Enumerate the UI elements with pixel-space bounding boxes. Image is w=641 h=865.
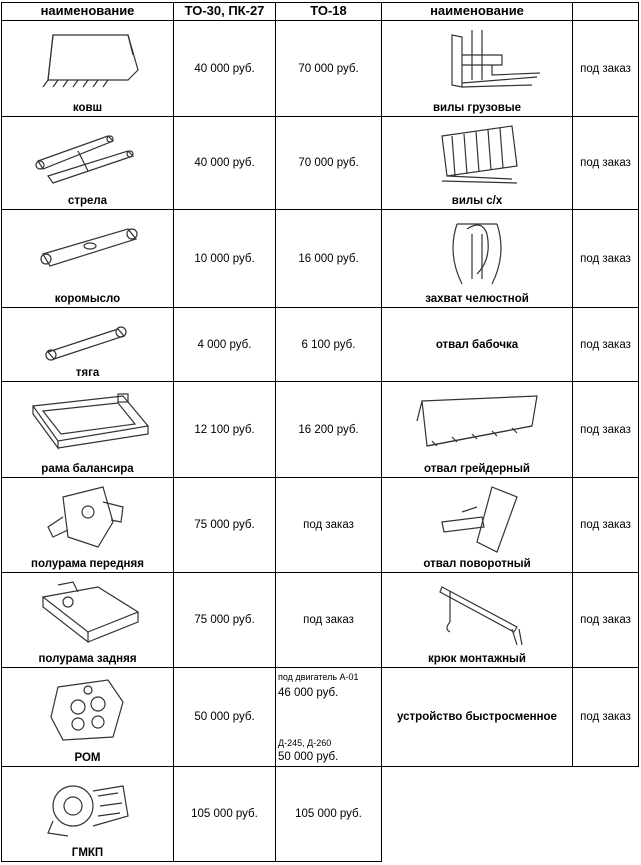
item-name-butterfly-blade: отвал бабочка xyxy=(435,338,519,351)
engine-d245-price: 50 000 руб. xyxy=(278,751,339,763)
engine-d245-label: Д-245, Д-260 xyxy=(278,738,332,748)
item-cell-rocker xyxy=(1,209,174,308)
item-cell-link-rod xyxy=(1,307,174,382)
item-cell-pallet-fork xyxy=(381,20,573,117)
item-name-pallet-fork: вилы грузовые xyxy=(432,102,522,114)
header-name-right: наименование xyxy=(381,2,573,21)
price-jaw-grab: под заказ xyxy=(572,209,639,308)
item-cell-jaw-grab xyxy=(381,209,573,308)
item-name-jaw-grab: захват челюстной xyxy=(425,293,529,305)
item-name-balancer-frame: рама балансира xyxy=(41,463,134,475)
item-name-link-rod: тяга xyxy=(75,367,100,379)
item-cell-agri-fork xyxy=(381,116,573,210)
agri-fork-icon xyxy=(422,121,532,191)
price-to18-link-rod: 6 100 руб. xyxy=(275,307,382,382)
price-to30-bucket: 40 000 руб. xyxy=(173,20,276,117)
pallet-fork-icon xyxy=(412,25,542,95)
transmission-icon xyxy=(38,771,138,841)
engine-a01-price: 46 000 руб. xyxy=(278,687,339,699)
item-cell-butterfly-blade xyxy=(381,307,573,382)
boom-icon xyxy=(18,121,158,191)
bucket-icon xyxy=(33,25,143,95)
price-to18-front-half-frame: под заказ xyxy=(275,477,382,573)
item-cell-rear-half-frame xyxy=(1,572,174,668)
price-swivel-blade: под заказ xyxy=(572,477,639,573)
item-name-rear-half-frame: полурама задняя xyxy=(38,653,137,665)
item-name-bucket: ковш xyxy=(72,102,103,114)
header-to18: ТО-18 xyxy=(275,2,382,21)
item-name-rocker: коромысло xyxy=(54,293,121,305)
item-cell-swivel-blade xyxy=(381,477,573,573)
header-name-left: наименование xyxy=(1,2,174,21)
price-to18-bucket: 70 000 руб. xyxy=(275,20,382,117)
item-name-mounting-hook: крюк монтажный xyxy=(428,653,526,665)
swivel-blade-icon xyxy=(422,482,532,554)
price-to30-front-half-frame: 75 000 руб. xyxy=(173,477,276,573)
header-empty xyxy=(572,2,639,21)
price-to30-rocker: 10 000 руб. xyxy=(173,209,276,308)
price-to30-rear-half-frame: 75 000 руб. xyxy=(173,572,276,668)
price-mounting-hook: под заказ xyxy=(572,572,639,668)
item-cell-grader-blade xyxy=(381,381,573,478)
front-half-frame-icon xyxy=(43,482,133,552)
price-to30-transmission: 105 000 руб. xyxy=(173,766,276,862)
mounting-hook-icon xyxy=(422,577,532,649)
item-name-grader-blade: отвал грейдерный xyxy=(423,463,531,475)
price-to30-balancer-frame: 12 100 руб. xyxy=(173,381,276,478)
item-name-boom: стрела xyxy=(67,195,108,207)
item-name-gearbox: РОМ xyxy=(74,752,101,764)
item-name-quick-coupler: устройство быстросменное xyxy=(397,711,557,723)
rear-half-frame-icon xyxy=(28,577,148,647)
price-quick-coupler: под заказ xyxy=(572,667,639,767)
item-cell-front-half-frame xyxy=(1,477,174,573)
price-butterfly-blade: под заказ xyxy=(572,307,639,382)
price-to18-balancer-frame: 16 200 руб. xyxy=(275,381,382,478)
item-name-agri-fork: вилы с/х xyxy=(451,195,503,207)
price-pallet-fork: под заказ xyxy=(572,20,639,117)
price-to18-rear-half-frame: под заказ xyxy=(275,572,382,668)
item-cell-balancer-frame xyxy=(1,381,174,478)
price-to18-gearbox-notes xyxy=(275,667,382,767)
link-rod-icon xyxy=(38,314,138,364)
item-cell-gearbox xyxy=(1,667,174,767)
balancer-frame-icon xyxy=(23,386,153,456)
item-cell-bucket xyxy=(1,20,174,117)
price-to30-gearbox: 50 000 руб. xyxy=(173,667,276,767)
price-to30-boom: 40 000 руб. xyxy=(173,116,276,210)
item-name-transmission: ГМКП xyxy=(71,847,104,859)
jaw-grab-icon xyxy=(427,214,527,288)
price-agri-fork: под заказ xyxy=(572,116,639,210)
rocker-icon xyxy=(28,214,148,284)
item-cell-boom xyxy=(1,116,174,210)
header-to30: ТО-30, ПК-27 xyxy=(173,2,276,21)
price-to18-transmission: 105 000 руб. xyxy=(275,766,382,862)
item-cell-mounting-hook xyxy=(381,572,573,668)
price-to30-link-rod: 4 000 руб. xyxy=(173,307,276,382)
grader-blade-icon xyxy=(407,386,547,456)
item-cell-transmission xyxy=(1,766,174,862)
price-grader-blade: под заказ xyxy=(572,381,639,478)
price-to18-rocker: 16 000 руб. xyxy=(275,209,382,308)
item-name-swivel-blade: отвал поворотный xyxy=(423,558,531,570)
gearbox-icon xyxy=(43,672,133,746)
engine-a01-label: под двигатель А-01 xyxy=(278,672,359,682)
item-cell-quick-coupler xyxy=(381,667,573,767)
item-name-front-half-frame: полурама передняя xyxy=(31,558,144,570)
price-to18-boom: 70 000 руб. xyxy=(275,116,382,210)
